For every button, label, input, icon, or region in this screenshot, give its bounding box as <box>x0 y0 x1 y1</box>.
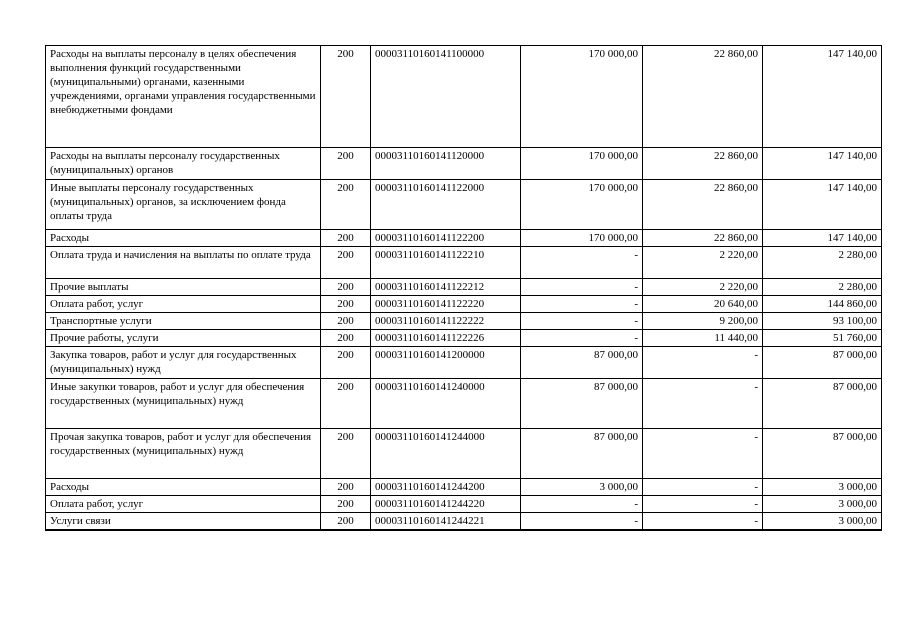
table-row <box>46 313 882 330</box>
row-approved: - <box>521 330 643 347</box>
row-kbk: 00003110160141244221 <box>371 513 521 531</box>
row-kbk: 00003110160141120000 <box>371 148 521 180</box>
row-executed: 22 860,00 <box>643 46 763 148</box>
row-code: 200 <box>321 429 371 479</box>
row-name: Закупка товаров, работ и услуг для государственных (муниципальных) нужд <box>46 347 321 379</box>
row-kbk: 00003110160141244200 <box>371 479 521 496</box>
row-unexecuted: 147 140,00 <box>763 46 882 148</box>
table-row <box>46 230 882 247</box>
row-executed: - <box>643 379 763 429</box>
row-name: Оплата труда и начисления на выплаты по оплате труда <box>46 247 321 279</box>
row-approved: 170 000,00 <box>521 230 643 247</box>
table-row <box>46 46 882 148</box>
row-name: Расходы на выплаты персоналу в целях обеспечения выполнения функций государственными (муниципальными) органами, казенными учреждениями, органами управления государственными внебюджетными фондами <box>46 46 321 148</box>
row-kbk: 00003110160141122226 <box>371 330 521 347</box>
row-name: Транспортные услуги <box>46 313 321 330</box>
row-kbk: 00003110160141122212 <box>371 279 521 296</box>
row-code: 200 <box>321 296 371 313</box>
row-approved: - <box>521 247 643 279</box>
table-row <box>46 347 882 379</box>
row-approved: - <box>521 513 643 531</box>
row-approved: 3 000,00 <box>521 479 643 496</box>
row-executed: 22 860,00 <box>643 180 763 230</box>
row-approved: 170 000,00 <box>521 46 643 148</box>
row-approved: 87 000,00 <box>521 429 643 479</box>
table-row <box>46 148 882 180</box>
row-executed: 22 860,00 <box>643 230 763 247</box>
row-unexecuted: 87 000,00 <box>763 429 882 479</box>
row-kbk: 00003110160141122000 <box>371 180 521 230</box>
table-row <box>46 379 882 429</box>
row-name: Оплата работ, услуг <box>46 296 321 313</box>
row-executed: 9 200,00 <box>643 313 763 330</box>
table-row <box>46 330 882 347</box>
row-executed: 2 220,00 <box>643 247 763 279</box>
row-name: Услуги связи <box>46 513 321 531</box>
row-unexecuted: 3 000,00 <box>763 496 882 513</box>
row-executed: - <box>643 429 763 479</box>
row-approved: 170 000,00 <box>521 180 643 230</box>
row-executed: - <box>643 479 763 496</box>
row-name: Оплата работ, услуг <box>46 496 321 513</box>
table-row <box>46 429 882 479</box>
row-approved: - <box>521 313 643 330</box>
row-name: Расходы <box>46 230 321 247</box>
row-unexecuted: 3 000,00 <box>763 479 882 496</box>
row-kbk: 00003110160141122210 <box>371 247 521 279</box>
table-row <box>46 496 882 513</box>
row-kbk: 00003110160141244000 <box>371 429 521 479</box>
row-unexecuted: 147 140,00 <box>763 148 882 180</box>
row-code: 200 <box>321 330 371 347</box>
table-row <box>46 180 882 230</box>
row-code: 200 <box>321 313 371 330</box>
row-approved: 87 000,00 <box>521 347 643 379</box>
row-approved: 87 000,00 <box>521 379 643 429</box>
row-executed: 11 440,00 <box>643 330 763 347</box>
row-unexecuted: 3 000,00 <box>763 513 882 531</box>
row-code: 200 <box>321 148 371 180</box>
row-executed: - <box>643 347 763 379</box>
row-kbk: 00003110160141122220 <box>371 296 521 313</box>
table-row <box>46 479 882 496</box>
row-kbk: 00003110160141240000 <box>371 379 521 429</box>
row-code: 200 <box>321 479 371 496</box>
table-body <box>46 46 882 531</box>
row-unexecuted: 147 140,00 <box>763 180 882 230</box>
row-executed: 2 220,00 <box>643 279 763 296</box>
row-code: 200 <box>321 46 371 148</box>
row-unexecuted: 2 280,00 <box>763 279 882 296</box>
row-code: 200 <box>321 496 371 513</box>
row-unexecuted: 87 000,00 <box>763 379 882 429</box>
row-code: 200 <box>321 347 371 379</box>
row-executed: - <box>643 513 763 531</box>
row-code: 200 <box>321 279 371 296</box>
row-unexecuted: 87 000,00 <box>763 347 882 379</box>
row-approved: - <box>521 496 643 513</box>
row-name: Прочие работы, услуги <box>46 330 321 347</box>
row-code: 200 <box>321 230 371 247</box>
row-name: Расходы на выплаты персоналу государственных (муниципальных) органов <box>46 148 321 180</box>
row-unexecuted: 93 100,00 <box>763 313 882 330</box>
row-approved: - <box>521 296 643 313</box>
row-unexecuted: 144 860,00 <box>763 296 882 313</box>
row-approved: - <box>521 279 643 296</box>
table-row <box>46 247 882 279</box>
row-unexecuted: 147 140,00 <box>763 230 882 247</box>
row-kbk: 00003110160141122200 <box>371 230 521 247</box>
row-name: Расходы <box>46 479 321 496</box>
budget-execution-table <box>45 45 882 531</box>
row-name: Прочая закупка товаров, работ и услуг для обеспечения государственных (муниципальных) нужд <box>46 429 321 479</box>
row-kbk: 00003110160141200000 <box>371 347 521 379</box>
row-code: 200 <box>321 247 371 279</box>
row-name: Иные закупки товаров, работ и услуг для обеспечения государственных (муниципальных) нужд <box>46 379 321 429</box>
table-row <box>46 513 882 531</box>
table-row <box>46 279 882 296</box>
row-executed: - <box>643 496 763 513</box>
row-code: 200 <box>321 513 371 531</box>
row-code: 200 <box>321 379 371 429</box>
row-kbk: 00003110160141122222 <box>371 313 521 330</box>
row-kbk: 00003110160141100000 <box>371 46 521 148</box>
row-name: Иные выплаты персоналу государственных (муниципальных) органов, за исключением фонда оплаты труда <box>46 180 321 230</box>
row-unexecuted: 51 760,00 <box>763 330 882 347</box>
row-executed: 22 860,00 <box>643 148 763 180</box>
row-executed: 20 640,00 <box>643 296 763 313</box>
row-kbk: 00003110160141244220 <box>371 496 521 513</box>
row-code: 200 <box>321 180 371 230</box>
table-row <box>46 296 882 313</box>
row-approved: 170 000,00 <box>521 148 643 180</box>
row-unexecuted: 2 280,00 <box>763 247 882 279</box>
row-name: Прочие выплаты <box>46 279 321 296</box>
